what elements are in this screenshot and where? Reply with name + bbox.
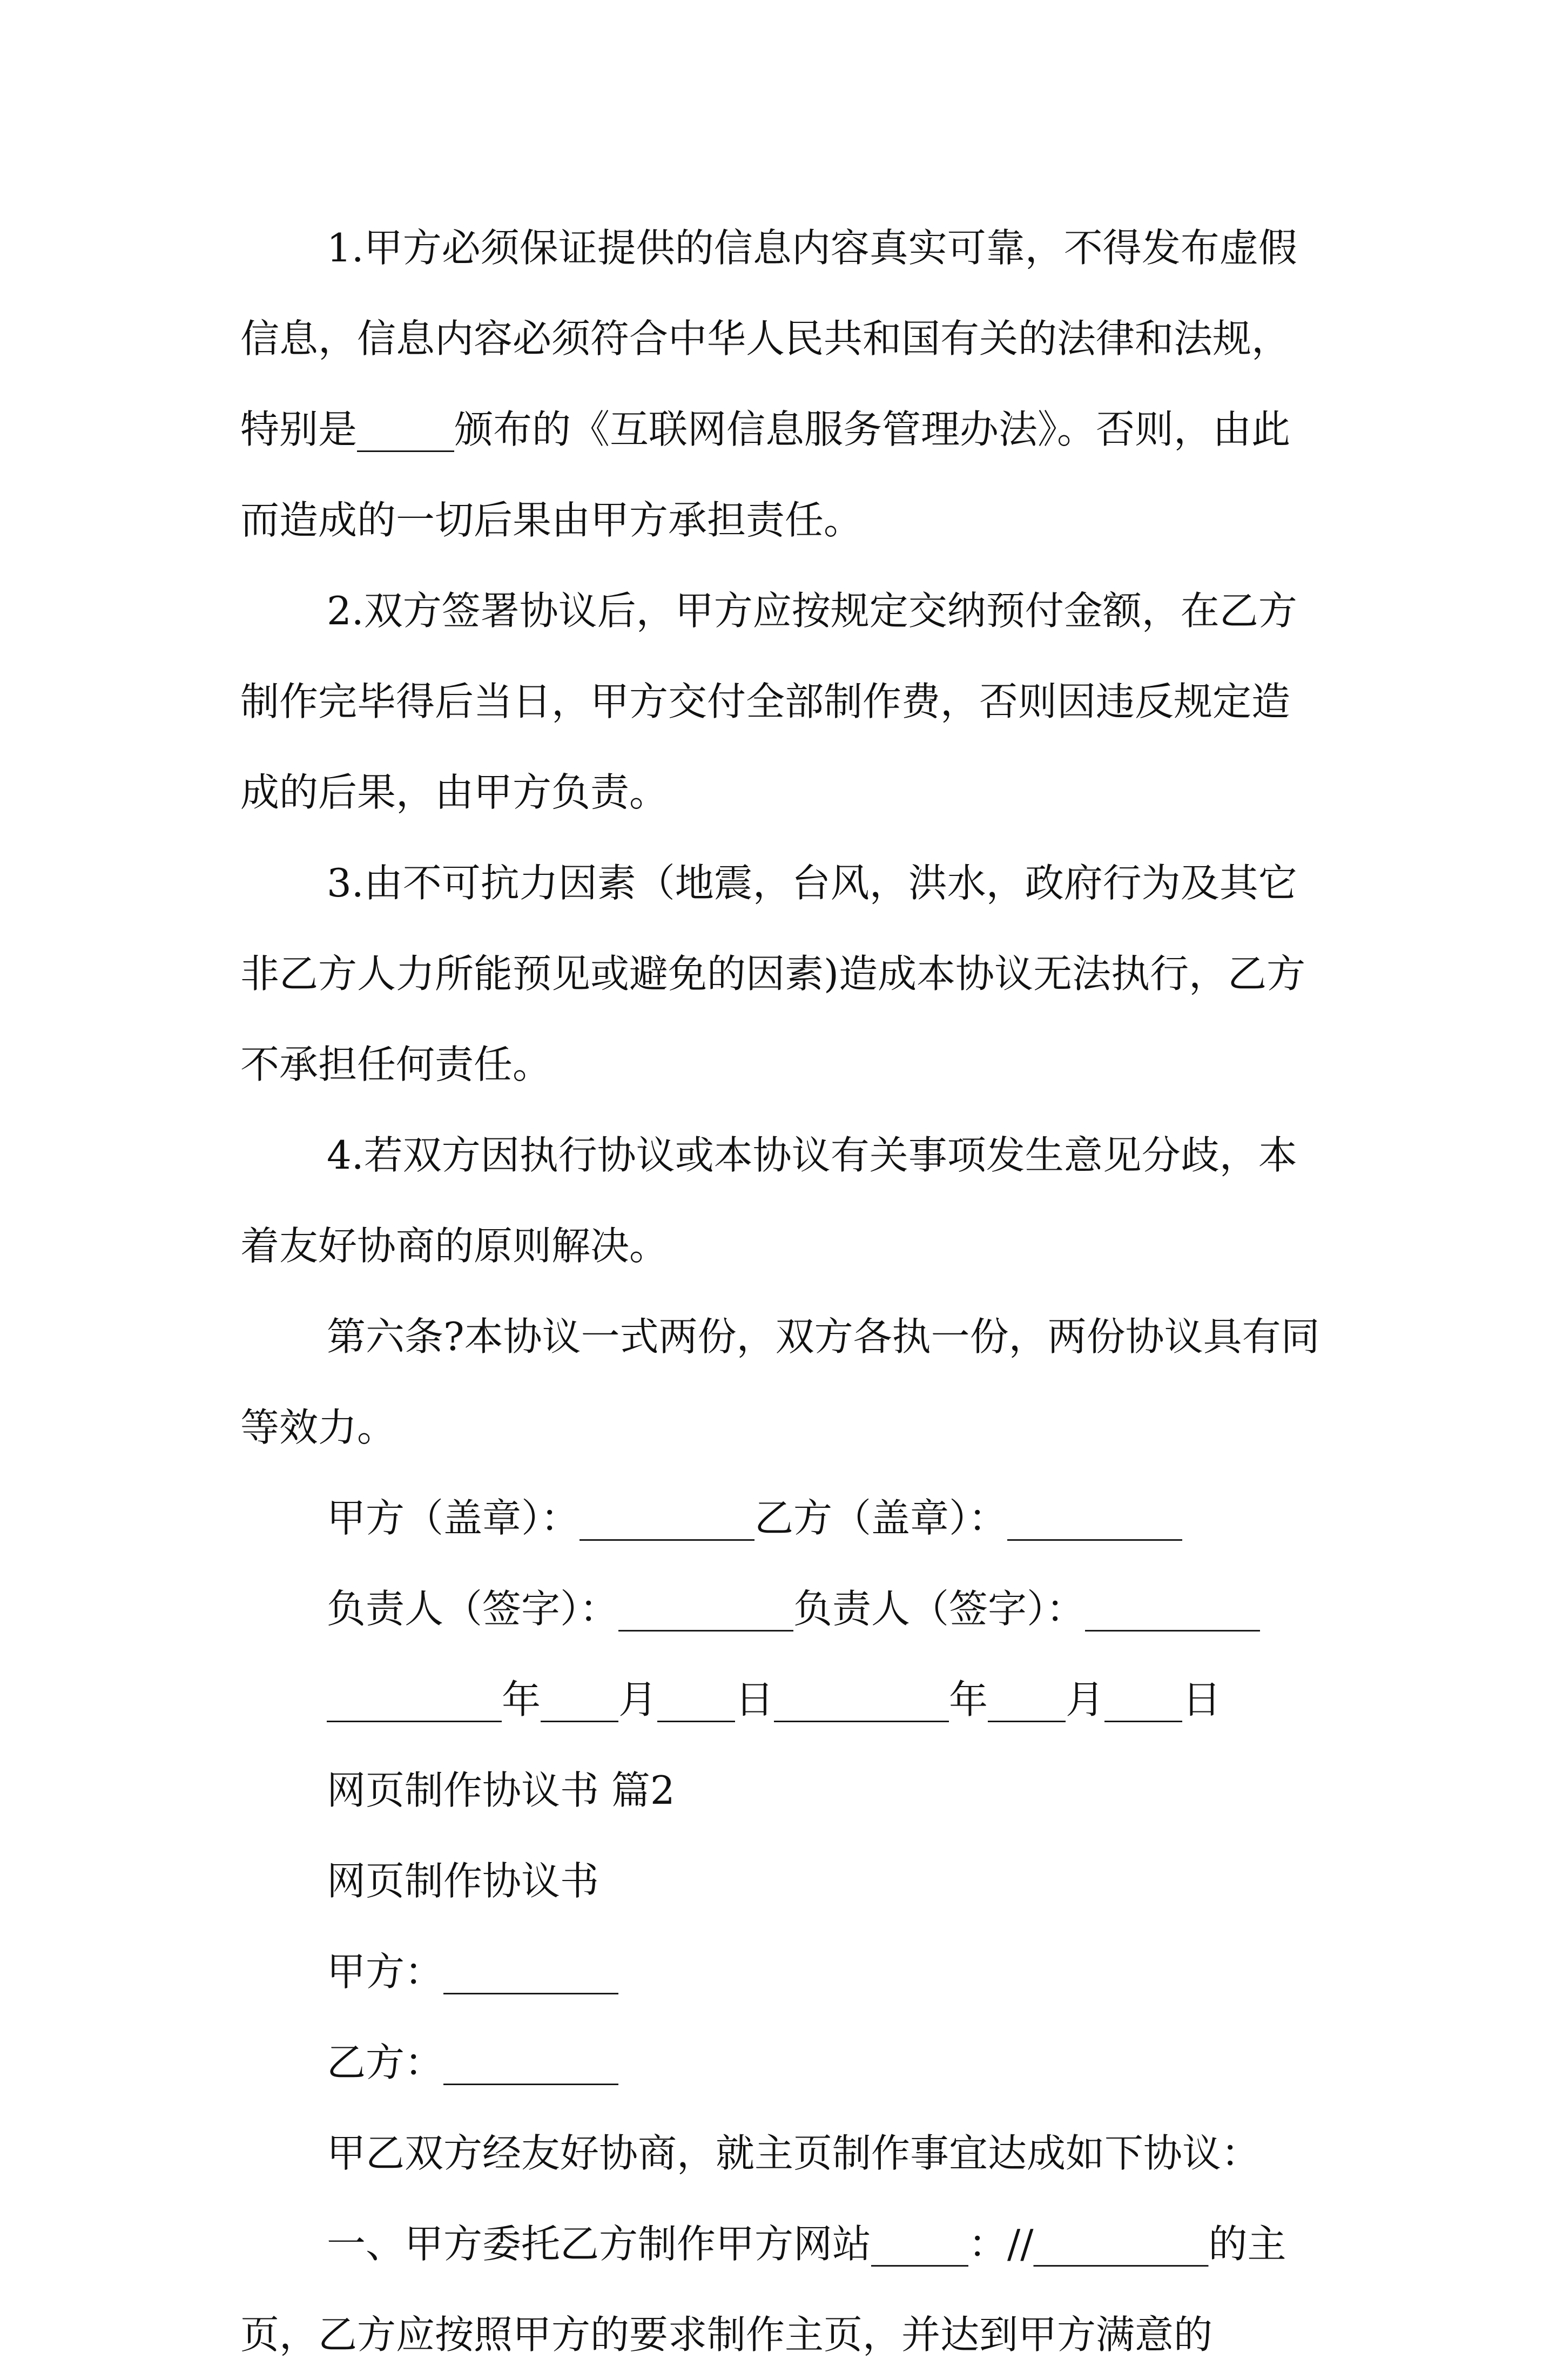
date-line: _________年____月____日_________年____月____日	[327, 1677, 1221, 1722]
clause-paragraph-4: 4.若双方因执行协议或本协议有关事项发生意见分歧，本着友好协商的原则解决。	[240, 1132, 1297, 1269]
signatory-line: 负责人（签字）：_________负责人（签字）：_________	[327, 1586, 1261, 1631]
article-six-paragraph: 第六条?本协议一式两份，双方各执一份，两份协议具有同等效力。	[240, 1314, 1320, 1450]
intro-paragraph: 甲乙双方经友好协商，就主页制作事宜达成如下协议：	[327, 2130, 1261, 2176]
clause-paragraph-1: 1.甲方必须保证提供的信息内容真实可靠，不得发布虚假信息，信息内容必须符合中华人民共和国有关的法律和法规，特别是_____颁布的《互联网信息服务管理办法》。否则，由此而造成的一切后果由甲方承担责任。	[240, 225, 1297, 543]
seal-line: 甲方（盖章）：_________乙方（盖章）：_________	[327, 1495, 1183, 1541]
section-title: 网页制作协议书 篇2	[327, 1768, 675, 1813]
party-b-line: 乙方：_________	[327, 2040, 619, 2085]
clause-paragraph-3: 3.由不可抗力因素（地震，台风，洪水，政府行为及其它非乙方人力所能预见或避免的因素)造成本协议无法执行，乙方不承担任何责任。	[240, 860, 1306, 1087]
document-title: 网页制作协议书	[327, 1858, 599, 1904]
clause-one-paragraph: 一、甲方委托乙方制作甲方网站_____：//_________的主页，乙方应按照甲方的要求制作主页，并达到甲方满意的	[240, 2221, 1286, 2357]
clause-paragraph-2: 2.双方签署协议后，甲方应按规定交纳预付金额，在乙方制作完毕得后当日，甲方交付全部制作费，否则因违反规定造成的后果，由甲方负责。	[240, 588, 1297, 815]
party-a-line: 甲方：_________	[327, 1949, 619, 1994]
document-body	[240, 203, 1326, 2380]
